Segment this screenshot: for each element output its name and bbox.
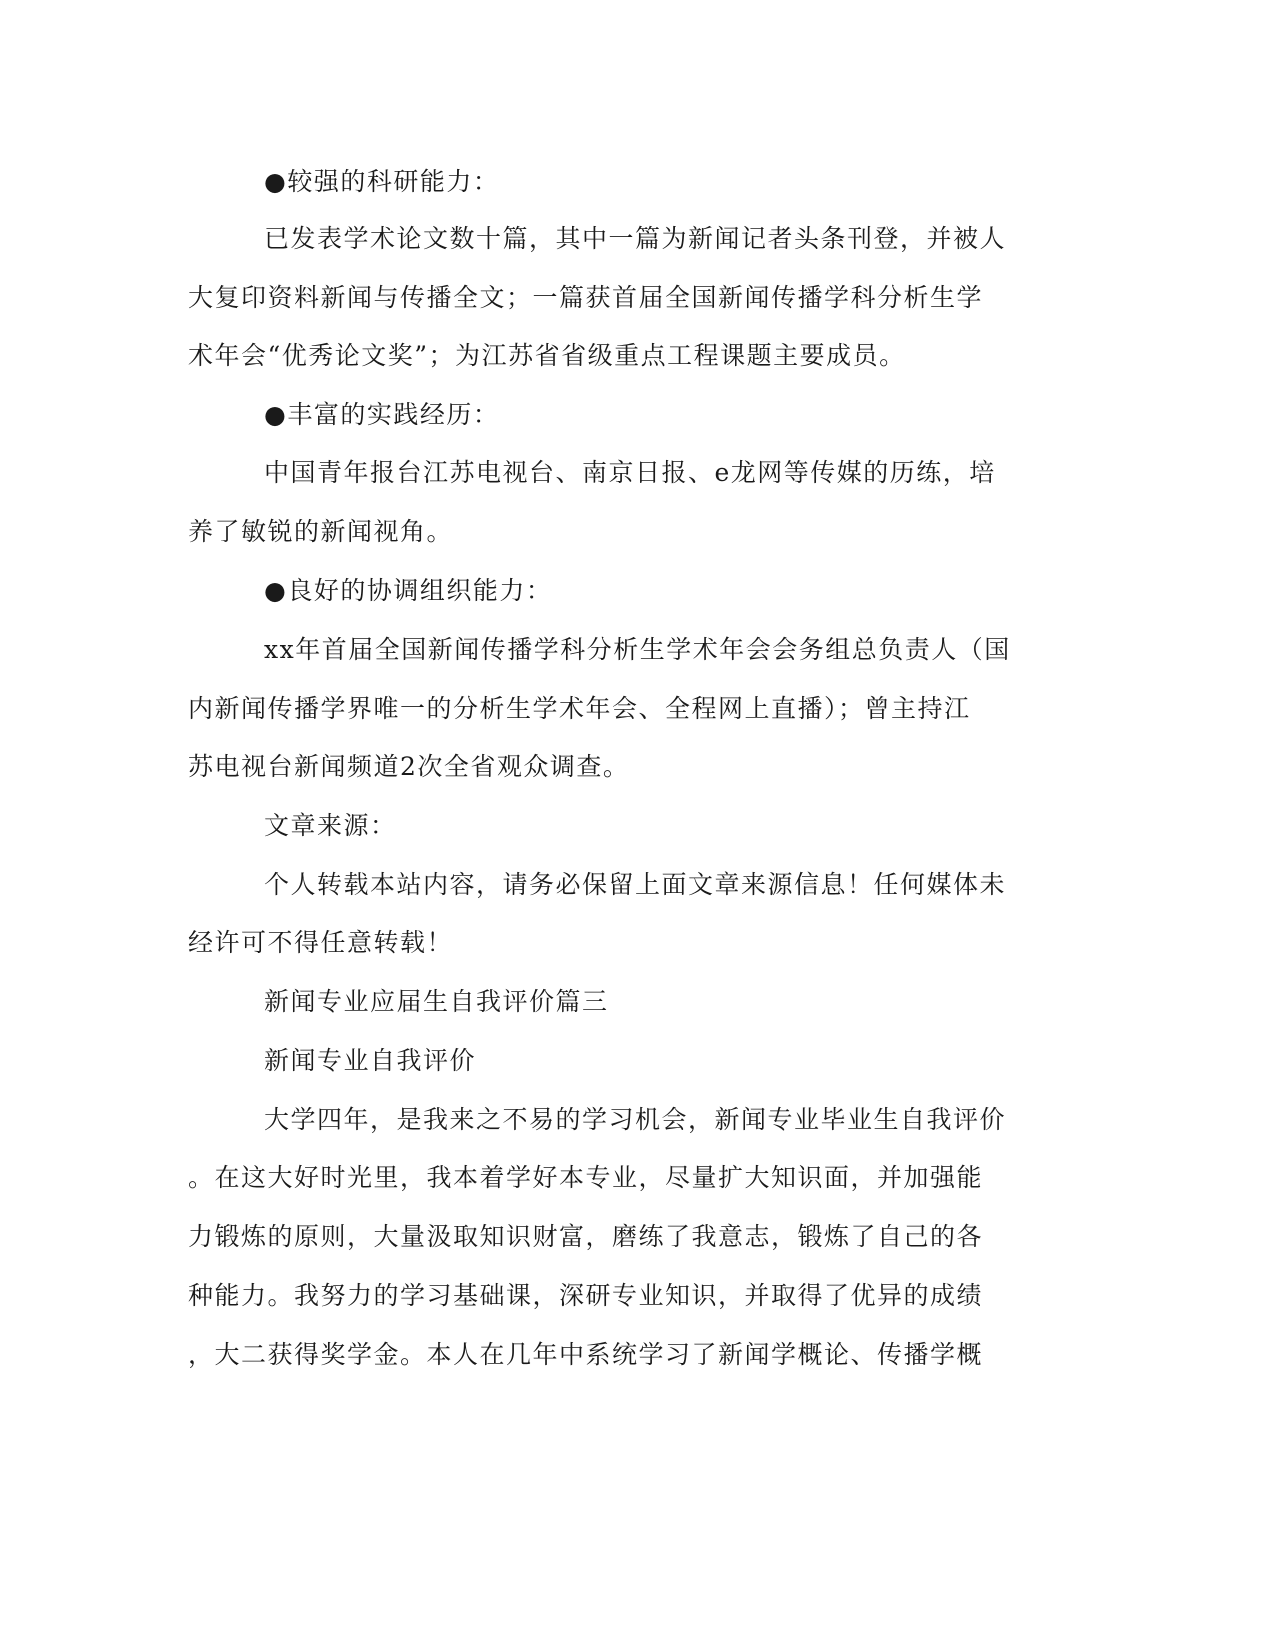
paragraph-line: 苏电视台新闻频道2次全省观众调查。 xyxy=(188,752,630,781)
paragraph-line: 养了敏锐的新闻视角。 xyxy=(188,517,454,546)
paragraph-line: 经许可不得任意转载！ xyxy=(188,928,454,957)
section-title: 新闻专业应届生自我评价篇三 xyxy=(264,987,609,1016)
paragraph-line: 术年会“优秀论文奖”；为江苏省省级重点工程课题主要成员。 xyxy=(188,341,906,370)
paragraph-line: xx年首届全国新闻传播学科分析生学术年会会务组总负责人（国 xyxy=(264,635,1011,664)
section-subtitle: 新闻专业自我评价 xyxy=(264,1046,477,1075)
paragraph-line: 大学四年，是我来之不易的学习机会，新闻专业毕业生自我评价 xyxy=(264,1105,1007,1134)
paragraph-line: 力锻炼的原则，大量汲取知识财富，磨练了我意志，锻炼了自己的各 xyxy=(188,1222,984,1251)
heading-practice-experience: ●丰富的实践经历： xyxy=(264,400,500,429)
paragraph-line: 中国青年报台江苏电视台、南京日报、e龙网等传媒的历练，培 xyxy=(264,458,996,487)
paragraph-line: 已发表学术论文数十篇，其中一篇为新闻记者头条刊登，并被人 xyxy=(264,224,1007,253)
heading-research-ability: ●较强的科研能力： xyxy=(264,167,500,196)
paragraph-line: 。在这大好时光里，我本着学好本专业，尽量扩大知识面，并加强能 xyxy=(188,1163,984,1192)
paragraph-line: 种能力。我努力的学习基础课，深研专业知识，并取得了优异的成绩 xyxy=(188,1281,984,1310)
paragraph-line: 个人转载本站内容，请务必保留上面文章来源信息！任何媒体未 xyxy=(264,870,1007,899)
heading-coordination-ability: ●良好的协调组织能力： xyxy=(264,576,553,605)
paragraph-line: 内新闻传播学界唯一的分析生学术年会、全程网上直播）；曾主持江 xyxy=(188,694,971,723)
paragraph-line: ，大二获得奖学金。本人在几年中系统学习了新闻学概论、传播学概 xyxy=(188,1340,984,1369)
paragraph-line: 大复印资料新闻与传播全文；一篇获首届全国新闻传播学科分析生学 xyxy=(188,283,984,312)
source-label: 文章来源： xyxy=(264,811,397,840)
